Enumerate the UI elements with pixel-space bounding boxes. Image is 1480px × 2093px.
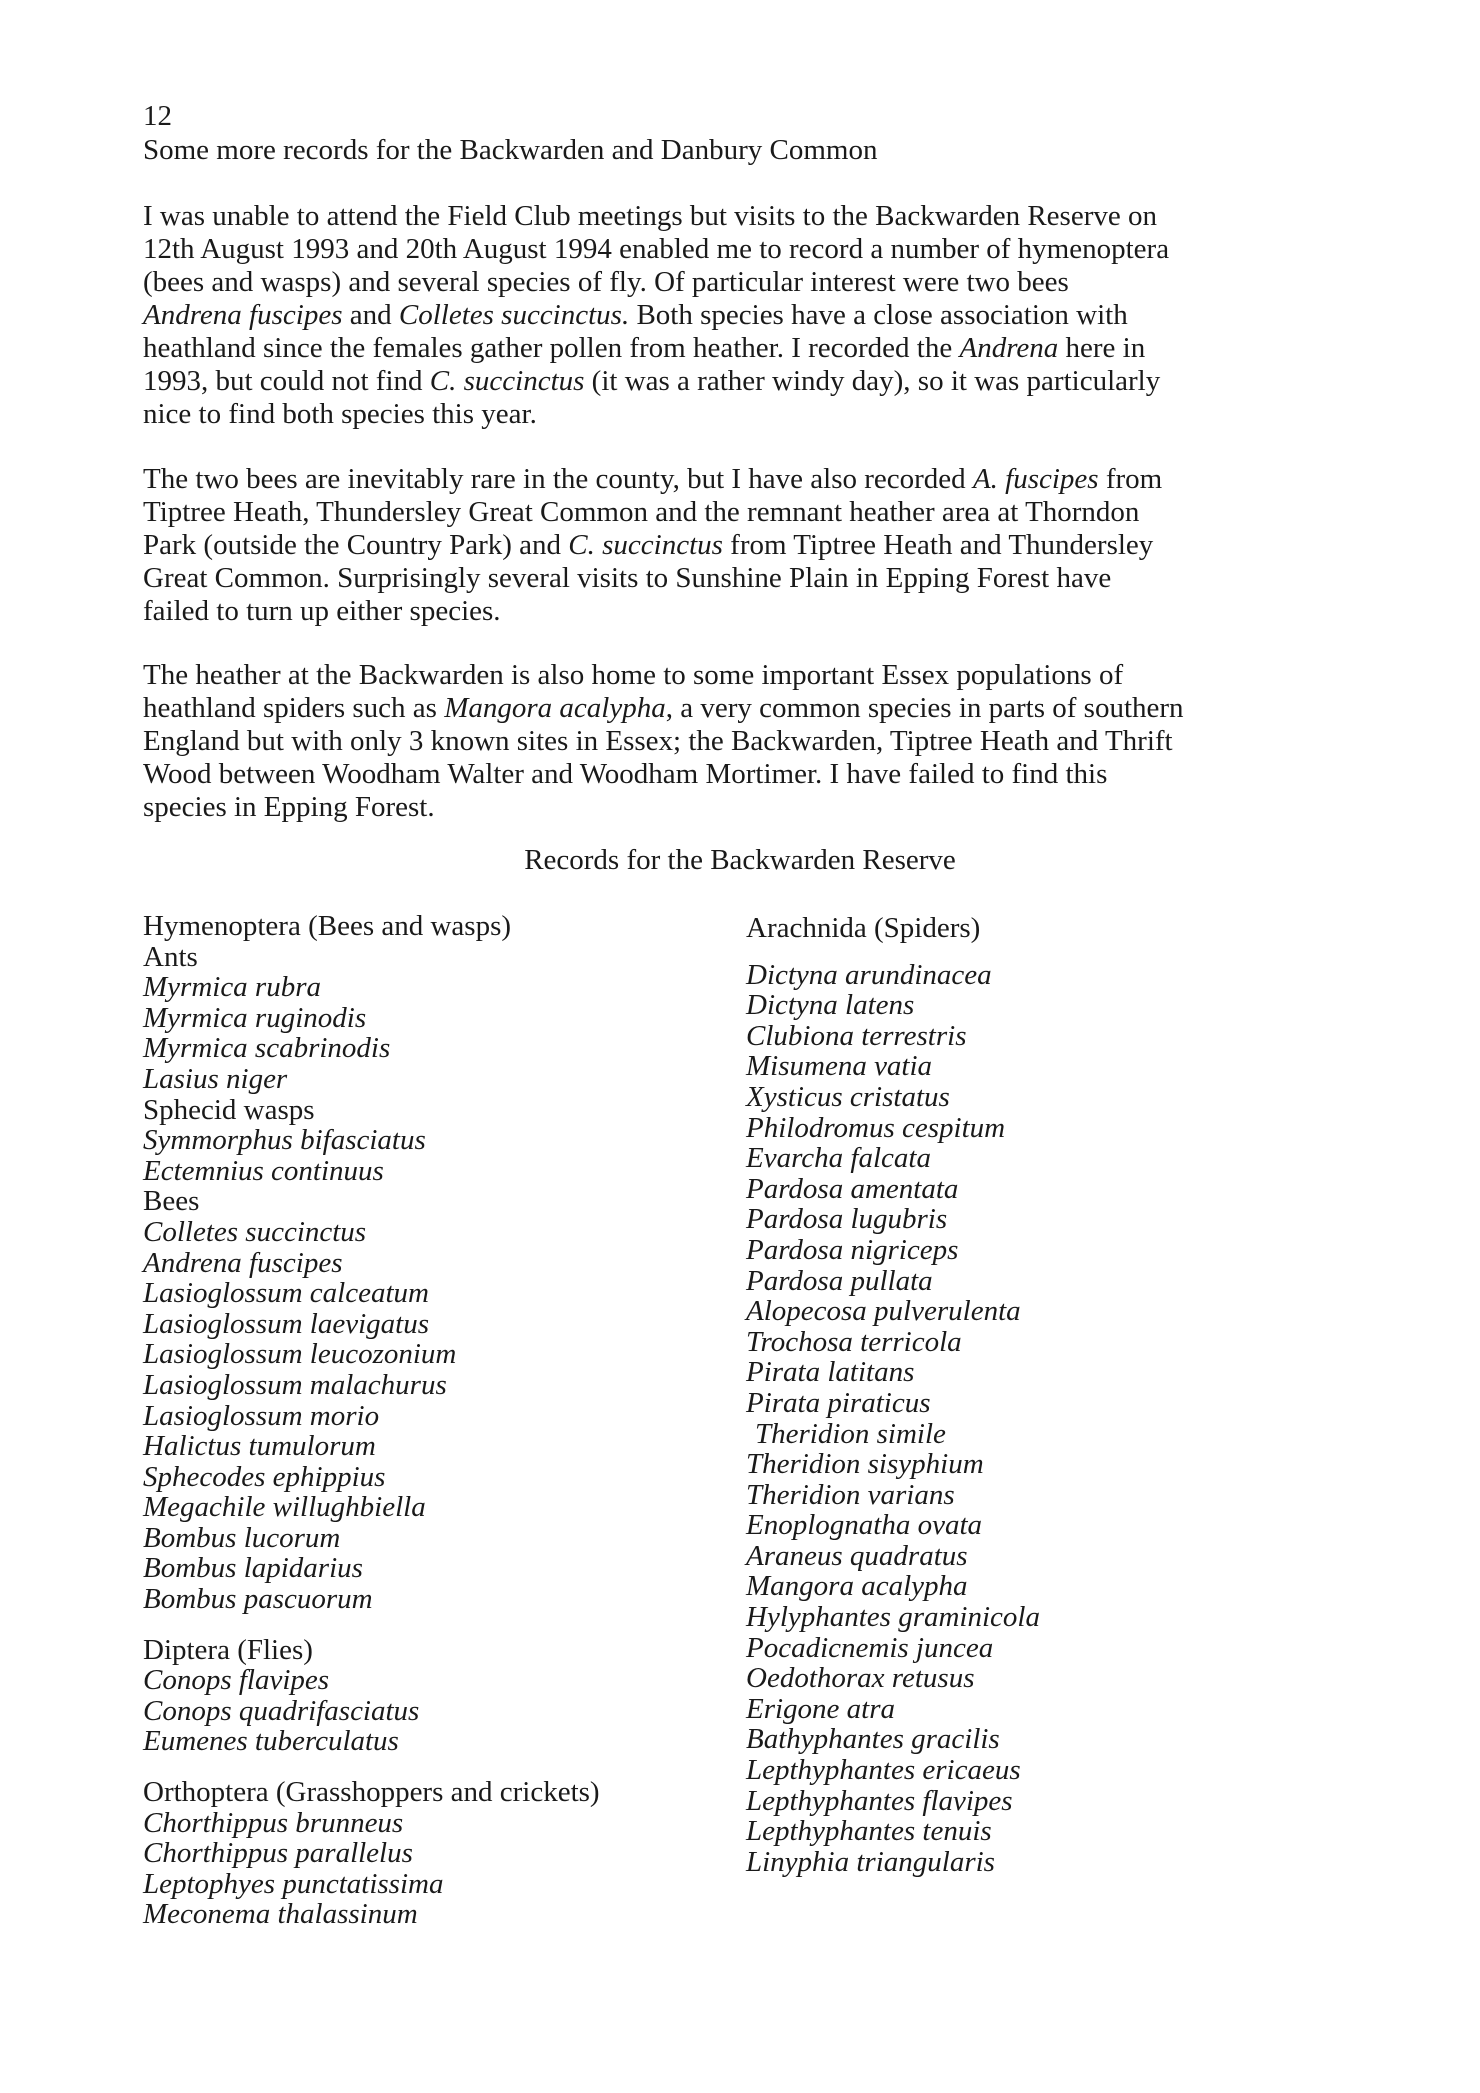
species-entry: Lasioglossum malachurus [143, 1368, 447, 1401]
species-entry: Lasioglossum morio [143, 1399, 380, 1432]
paragraph-line [143, 299, 1323, 332]
species-entry: Conops quadrifasciatus [143, 1694, 420, 1727]
species-entry: Oedothorax retusus [746, 1662, 975, 1695]
paragraph-intro [143, 200, 1323, 431]
species-entry: Conops flavipes [143, 1664, 330, 1697]
species-entry: Lepthyphantes flavipes [746, 1784, 1013, 1817]
paragraph-line [143, 595, 1323, 628]
ants-list [143, 972, 600, 1094]
text-segment: and [342, 299, 399, 331]
species-entry: Lasius niger [143, 1062, 288, 1095]
bees-heading: Bees [143, 1185, 200, 1218]
right-species-column [746, 913, 1040, 1877]
species-entry: Chorthippus brunneus [143, 1806, 404, 1839]
paragraph-line [143, 529, 1323, 562]
paragraph-line [143, 659, 1323, 692]
species-entry: Halictus tumulorum [143, 1430, 376, 1463]
text-segment: nice to find both species this year. [143, 398, 537, 430]
paragraph-line [143, 692, 1323, 725]
species-entry: Pardosa nigriceps [746, 1233, 959, 1266]
page-title: Some more records for the Backwarden and Danbury Common [143, 134, 878, 166]
species-entry: Lasioglossum leucozonium [143, 1338, 457, 1371]
species-entry: Bombus lucorum [143, 1521, 341, 1554]
paragraph-line [143, 233, 1323, 266]
sphecid-heading: Sphecid wasps [143, 1093, 315, 1126]
species-entry: Lepthyphantes tenuis [746, 1815, 992, 1848]
species-entry: Misumena vatia [746, 1050, 933, 1083]
species-name-inline: A. fuscipes [972, 463, 1099, 495]
species-entry: Bombus lapidarius [143, 1552, 363, 1585]
species-entry: Pirata piraticus [746, 1386, 931, 1419]
species-entry: Megachile willughbiella [143, 1491, 426, 1524]
page-number: 12 [143, 100, 172, 132]
sphecid-list [143, 1125, 600, 1186]
paragraph-line [143, 562, 1323, 595]
species-entry: Philodromus cespitum [746, 1111, 1006, 1144]
text-segment: failed to turn up either species. [143, 595, 501, 627]
orthoptera-list [143, 1808, 600, 1930]
paragraph-spiders [143, 659, 1323, 824]
paragraph-line [143, 266, 1323, 299]
species-name-inline: Andrena fuscipes [143, 299, 343, 331]
diptera-heading: Diptera (Flies) [143, 1633, 313, 1666]
species-entry: Bombus pascuorum [143, 1583, 373, 1616]
text-segment: 1993, but could not find [143, 365, 430, 397]
left-species-column [143, 911, 600, 1930]
hymenoptera-heading: Hymenoptera (Bees and wasps) [143, 910, 512, 942]
text-segment: I was unable to attend the Field Club meetings but visits to the Backwarden Reserve on [143, 200, 1157, 232]
orthoptera-heading: Orthoptera (Grasshoppers and crickets) [143, 1776, 600, 1809]
species-entry: Pardosa amentata [746, 1172, 959, 1205]
species-entry: Symmorphus bifasciatus [143, 1124, 426, 1157]
species-entry: Theridion simile [755, 1417, 946, 1450]
diptera-list [143, 1665, 600, 1757]
records-heading: Records for the Backwarden Reserve [524, 844, 956, 876]
paragraph-line [143, 463, 1323, 496]
text-segment: heathland spiders such as [143, 692, 445, 724]
species-entry: Theridion varians [746, 1478, 955, 1511]
species-entry: Pirata latitans [746, 1356, 915, 1389]
text-segment: 12th August 1993 and 20th August 1994 enabled me to record a number of hymenoptera [143, 233, 1170, 265]
species-entry: Linyphia triangularis [746, 1845, 995, 1878]
text-segment: Park (outside the Country Park) and [143, 529, 569, 561]
species-entry: Xysticus cristatus [746, 1080, 950, 1113]
species-entry: Meconema thalassinum [143, 1898, 418, 1931]
paragraph-line [143, 725, 1323, 758]
text-segment: heathland since the females gather pollen from heather. I recorded the [143, 332, 960, 364]
species-entry: Lepthyphantes ericaeus [746, 1754, 1021, 1787]
species-entry: Clubiona terrestris [746, 1019, 967, 1052]
text-segment: Wood between Woodham Walter and Woodham Mortimer. I have failed to find this [143, 758, 1108, 790]
species-entry: Enoplognatha ovata [746, 1509, 983, 1542]
text-segment: species in Epping Forest. [143, 791, 435, 823]
text-segment: (it was a rather windy day), so it was particularly [584, 365, 1161, 397]
species-entry: Theridion sisyphium [746, 1448, 984, 1481]
spiders-list [746, 960, 1040, 1878]
species-entry: Bathyphantes gracilis [746, 1723, 1000, 1756]
species-entry: Lasioglossum laevigatus [143, 1307, 429, 1340]
species-entry: Leptophyes punctatissima [143, 1867, 444, 1900]
species-entry: Sphecodes ephippius [143, 1460, 386, 1493]
species-entry: Pardosa lugubris [746, 1203, 948, 1236]
species-name-inline: C. succinctus [568, 529, 723, 561]
paragraph-rarity [143, 463, 1323, 628]
paragraph-line [143, 332, 1323, 365]
species-entry: Evarcha falcata [746, 1142, 931, 1175]
text-segment: Great Common. Surprisingly several visits to Sunshine Plain in Epping Forest have [143, 562, 1112, 594]
bees-list [143, 1217, 600, 1615]
text-segment: The heather at the Backwarden is also home to some important Essex populations of [143, 659, 1124, 691]
text-segment: England but with only 3 known sites in Essex; the Backwarden, Tiptree Heath and Thrift [143, 725, 1173, 757]
species-entry: Pardosa pullata [746, 1264, 933, 1297]
text-segment: here in [1058, 332, 1146, 364]
text-segment: from Tiptree Heath and Thundersley [722, 529, 1154, 561]
species-entry: Mangora acalypha [746, 1570, 968, 1603]
paragraph-line [143, 496, 1323, 529]
species-entry: Myrmica rubra [143, 971, 322, 1004]
species-entry: Hylyphantes graminicola [746, 1601, 1040, 1634]
species-name-inline: Andrena [959, 332, 1059, 364]
species-entry: Pocadicnemis juncea [746, 1631, 994, 1664]
paragraph-line [143, 398, 1323, 431]
species-name-inline: C. succinctus [429, 365, 585, 397]
species-entry: Myrmica scabrinodis [143, 1032, 391, 1065]
species-entry: Chorthippus parallelus [143, 1837, 413, 1870]
ants-heading: Ants [143, 940, 198, 973]
species-entry: Myrmica ruginodis [143, 1001, 367, 1034]
paragraph-line [143, 791, 1323, 824]
species-entry: Dictyna arundinacea [746, 958, 992, 991]
species-name-inline: Colletes succinctus. [398, 299, 630, 331]
species-entry: Colletes succinctus [143, 1215, 367, 1248]
species-entry: Araneus quadratus [746, 1539, 968, 1572]
text-segment: Both species have a close association with [629, 299, 1128, 331]
species-entry: Andrena fuscipes [143, 1246, 343, 1279]
species-name-inline: Mangora acalypha [444, 692, 666, 724]
species-entry: Alopecosa pulverulenta [746, 1295, 1021, 1328]
species-entry: Erigone atra [746, 1692, 896, 1725]
paragraph-line [143, 365, 1323, 398]
species-entry: Eumenes tuberculatus [143, 1725, 399, 1758]
text-segment: from [1098, 463, 1163, 495]
paragraph-line [143, 200, 1323, 233]
arachnida-heading: Arachnida (Spiders) [746, 912, 981, 944]
species-entry: Lasioglossum calceatum [143, 1277, 429, 1310]
species-entry: Ectemnius continuus [143, 1154, 384, 1187]
species-entry: Trochosa terricola [746, 1325, 962, 1358]
text-segment: , a very common species in parts of southern [665, 692, 1184, 724]
text-segment: The two bees are inevitably rare in the county, but I have also recorded [143, 463, 973, 495]
species-entry: Dictyna latens [746, 989, 915, 1022]
text-segment: Tiptree Heath, Thundersley Great Common and the remnant heather area at Thorndon [143, 496, 1140, 528]
text-segment: (bees and wasps) and several species of fly. Of particular interest were two bees [143, 266, 1069, 298]
paragraph-line [143, 758, 1323, 791]
